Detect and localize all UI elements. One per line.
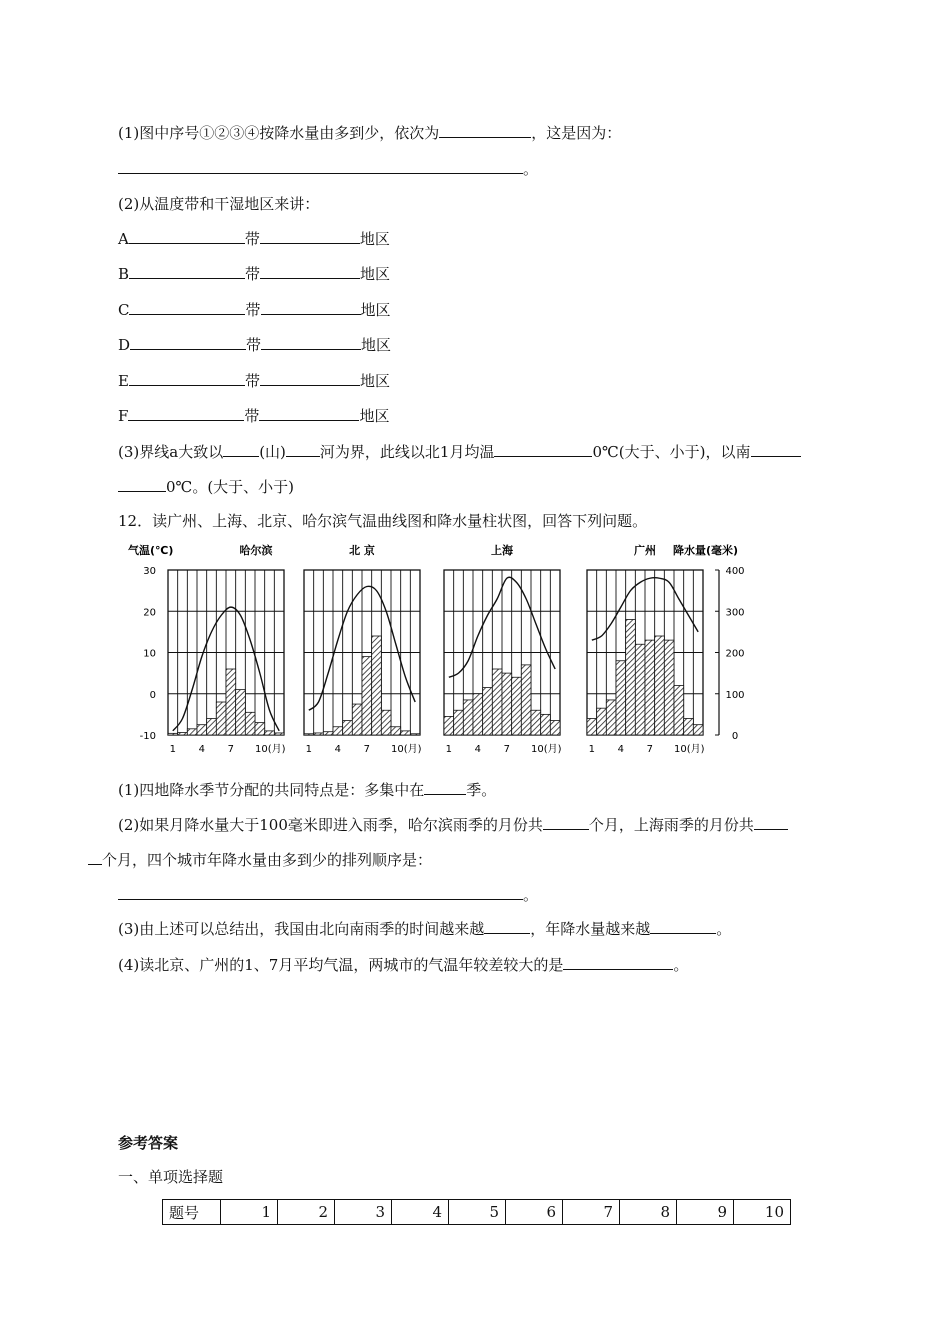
answer-table-number: 7 — [563, 1200, 620, 1225]
zone-letter: D — [118, 336, 131, 354]
precip-bar — [463, 700, 473, 735]
climate-charts — [118, 540, 745, 758]
temperature-zone-blank[interactable] — [129, 264, 245, 279]
x-tick-label: 7 — [227, 744, 235, 755]
x-tick-label: 1 — [588, 744, 596, 755]
moisture-region-blank[interactable] — [259, 406, 359, 421]
precip-bar — [216, 702, 226, 735]
precip-bar — [655, 636, 665, 735]
city-name: 北 京 — [349, 544, 375, 557]
q11-part3-d: 0℃(大于、小于)，以南 — [592, 443, 751, 461]
q11-part3-b: (山) — [259, 443, 286, 461]
q12-part3 — [118, 918, 731, 939]
x-tick-label: 4 — [198, 744, 206, 755]
x-tick-label: 7 — [646, 744, 654, 755]
precip-bar — [674, 686, 684, 736]
answer-table-row — [163, 1200, 791, 1225]
q12-part3-b: ，年降水量越来越 — [530, 920, 651, 938]
x-tick-label: 7 — [363, 744, 371, 755]
answer-blank[interactable] — [650, 919, 716, 934]
x-tick-label: 1 — [305, 744, 313, 755]
precip-tick-label: 200 — [725, 648, 745, 660]
q11-part3-e: 0℃。(大于、小于) — [166, 478, 295, 496]
dai-label: 带 — [244, 372, 260, 390]
precip-tick-label: 100 — [725, 689, 745, 701]
x-tick-label: 10(月) — [674, 744, 705, 755]
precip-bar — [597, 708, 607, 735]
zone-row — [118, 263, 390, 284]
diqu-label: 地区 — [360, 265, 391, 283]
x-tick-label: 4 — [474, 744, 482, 755]
answer-table-number: 5 — [449, 1200, 506, 1225]
x-tick-label: 4 — [334, 744, 342, 755]
precip-bar — [616, 661, 626, 735]
precip-bar — [274, 733, 284, 735]
q11-part1-reason — [118, 158, 538, 179]
end-mark: 。 — [523, 886, 539, 904]
moisture-region-blank[interactable] — [260, 229, 360, 244]
moisture-region-blank[interactable] — [260, 264, 360, 279]
answer-table-number: 10 — [734, 1200, 791, 1225]
precip-bar — [352, 704, 362, 735]
temperature-zone-blank[interactable] — [129, 371, 245, 386]
q12-part1-b: 季。 — [466, 781, 497, 799]
answer-blank[interactable] — [484, 919, 530, 934]
x-tick-label: 7 — [503, 744, 511, 755]
precip-bar — [362, 657, 372, 735]
temperature-zone-blank[interactable] — [130, 335, 246, 350]
precip-bar — [492, 669, 502, 735]
precip-bar — [606, 700, 616, 735]
precip-bar — [531, 710, 541, 735]
diqu-label: 地区 — [361, 336, 392, 354]
q11-part2 — [118, 193, 319, 214]
temp-tick-label: -10 — [139, 731, 156, 742]
precip-bar — [587, 719, 597, 736]
x-tick-label: 10(月) — [255, 744, 286, 755]
answer-table-header: 题号 — [163, 1200, 221, 1225]
x-tick-label: 1 — [169, 744, 177, 755]
q12-part1-a: (1)四地降水季节分配的共同特点是：多集中在 — [118, 781, 425, 799]
answer-blank[interactable] — [223, 442, 259, 457]
precip-bar — [168, 733, 178, 735]
precip-bar — [550, 721, 560, 735]
dai-label: 带 — [246, 336, 262, 354]
precip-bar — [187, 729, 197, 735]
precip-bar — [333, 727, 343, 735]
answer-table-number: 4 — [392, 1200, 449, 1225]
temp-tick-label: 20 — [143, 607, 156, 619]
left-axis-label: 气温(℃) — [128, 544, 174, 557]
q12-part3-c: 。 — [716, 920, 732, 938]
precip-tick-label: 300 — [725, 607, 745, 619]
precip-bar — [664, 640, 674, 735]
answer-blank[interactable] — [439, 123, 531, 138]
q12-part2-cont — [88, 849, 432, 870]
q12-title-text: 12．读广州、上海、北京、哈尔滨气温曲线图和降水量柱状图，回答下列问题。 — [118, 512, 648, 530]
temperature-zone-blank[interactable] — [128, 406, 244, 421]
zone-row — [118, 334, 391, 355]
answer-blank[interactable] — [543, 815, 589, 830]
answer-blank[interactable] — [88, 850, 102, 865]
precip-bar — [454, 710, 464, 735]
answer-blank[interactable] — [118, 885, 523, 900]
precip-bar — [401, 731, 411, 735]
precip-bar — [391, 727, 401, 735]
q12-part4 — [118, 954, 688, 975]
answer-table-number: 9 — [677, 1200, 734, 1225]
zone-row — [118, 228, 390, 249]
answers-heading: 参考答案 — [118, 1134, 179, 1152]
answer-table-number: 1 — [221, 1200, 278, 1225]
moisture-region-blank[interactable] — [261, 300, 361, 315]
moisture-region-blank[interactable] — [261, 335, 361, 350]
answer-blank[interactable] — [118, 477, 166, 492]
city-name: 上海 — [491, 544, 513, 557]
answer-blank[interactable] — [494, 442, 592, 457]
answer-blank[interactable] — [754, 815, 788, 830]
answer-blank[interactable] — [751, 442, 801, 457]
q12-title — [118, 510, 647, 531]
answer-table-number: 8 — [620, 1200, 677, 1225]
precip-bar — [314, 733, 324, 735]
diqu-label: 地区 — [360, 301, 391, 319]
precip-bar — [265, 731, 275, 735]
q11-part3-c: 河为界，此线以北1月均温 — [319, 443, 495, 461]
city-name: 哈尔滨 — [239, 544, 273, 557]
q12-part2-order — [118, 884, 538, 905]
precip-bar — [226, 669, 236, 735]
precip-bar — [502, 673, 512, 735]
diqu-label: 地区 — [359, 230, 390, 248]
right-axis-label: 降水量(毫米) — [673, 544, 739, 557]
q12-part2-c: 个月，四个城市年降水量由多到少的排列顺序是： — [102, 851, 433, 869]
diqu-label: 地区 — [359, 372, 390, 390]
precip-bar — [635, 644, 645, 735]
precip-bar — [626, 620, 636, 736]
q12-part2-a: (2)如果月降水量大于100毫米即进入雨季，哈尔滨雨季的月份共 — [118, 816, 543, 834]
temp-tick-label: 30 — [143, 566, 156, 577]
answer-blank[interactable] — [118, 159, 523, 174]
diqu-label: 地区 — [359, 407, 390, 425]
q12-part4-b: 。 — [673, 956, 689, 974]
temp-tick-label: 0 — [149, 689, 156, 701]
q11-part1-text: (1)图中序号①②③④按降水量由多到少，依次为 — [118, 124, 440, 142]
answer-blank[interactable] — [563, 955, 673, 970]
q11-part3 — [118, 441, 801, 462]
moisture-region-blank[interactable] — [260, 371, 360, 386]
q12-part2-b: 个月，上海雨季的月份共 — [588, 816, 754, 834]
zone-row — [118, 370, 390, 391]
precip-bar — [207, 719, 217, 736]
q11-part1-tail: ，这是因为： — [531, 124, 622, 142]
precip-bar — [255, 723, 265, 735]
dai-label: 带 — [244, 407, 260, 425]
precip-bar — [323, 732, 333, 735]
precip-bar — [381, 710, 391, 735]
precip-bar — [684, 719, 694, 736]
q11-part1 — [118, 122, 621, 143]
x-tick-label: 4 — [617, 744, 625, 755]
answer-table — [162, 1199, 791, 1225]
zone-letter: A — [118, 230, 129, 248]
q12-part1 — [118, 779, 496, 800]
answer-table-number: 2 — [278, 1200, 335, 1225]
precip-bar — [512, 677, 522, 735]
dai-label: 带 — [244, 230, 260, 248]
q12-part4-a: (4)读北京、广州的1、7月平均气温，两城市的气温年较差较大的是 — [118, 956, 564, 974]
precip-bar — [541, 714, 551, 735]
precip-bar — [473, 694, 483, 735]
q11-part3-cont — [118, 476, 294, 497]
zone-letter: B — [118, 265, 130, 283]
precip-bar — [645, 640, 655, 735]
q12-part2 — [118, 814, 788, 835]
q11-part3-a: (3)界线a大致以 — [118, 443, 224, 461]
answer-table-number: 3 — [335, 1200, 392, 1225]
precip-tick-label: 0 — [731, 731, 739, 742]
answer-table-number: 6 — [506, 1200, 563, 1225]
zone-letter: F — [118, 407, 129, 425]
x-tick-label: 10(月) — [531, 744, 562, 755]
end-mark: 。 — [523, 160, 539, 178]
precip-bar — [410, 734, 420, 735]
dai-label: 带 — [245, 301, 261, 319]
answer-blank[interactable] — [286, 442, 320, 457]
precip-tick-label: 400 — [725, 566, 745, 577]
precip-bar — [521, 665, 531, 735]
precip-bar — [245, 712, 255, 735]
precip-bar — [444, 716, 454, 735]
zone-letter: E — [118, 372, 129, 390]
dai-label: 带 — [245, 265, 261, 283]
q12-part3-a: (3)由上述可以总结出，我国由北向南雨季的时间越来越 — [118, 920, 485, 938]
precip-bar — [178, 733, 188, 735]
temperature-zone-blank[interactable] — [129, 300, 245, 315]
x-tick-label: 10(月) — [391, 744, 422, 755]
x-tick-label: 1 — [445, 744, 453, 755]
city-name: 广州 — [634, 544, 656, 557]
temp-tick-label: 10 — [143, 648, 156, 660]
answers-section: 一、单项选择题 — [118, 1168, 224, 1186]
zone-row — [118, 405, 389, 426]
precip-bar — [304, 734, 314, 735]
precip-bar — [693, 725, 703, 735]
q11-part2-text: (2)从温度带和干湿地区来讲： — [118, 195, 320, 213]
precip-bar — [483, 688, 493, 735]
zone-letter: C — [118, 301, 130, 319]
precip-bar — [236, 690, 246, 735]
precip-bar — [343, 721, 353, 735]
answer-blank[interactable] — [424, 780, 466, 795]
precip-bar — [372, 636, 382, 735]
zone-row — [118, 299, 391, 320]
temperature-zone-blank[interactable] — [129, 229, 245, 244]
precip-bar — [197, 725, 207, 735]
